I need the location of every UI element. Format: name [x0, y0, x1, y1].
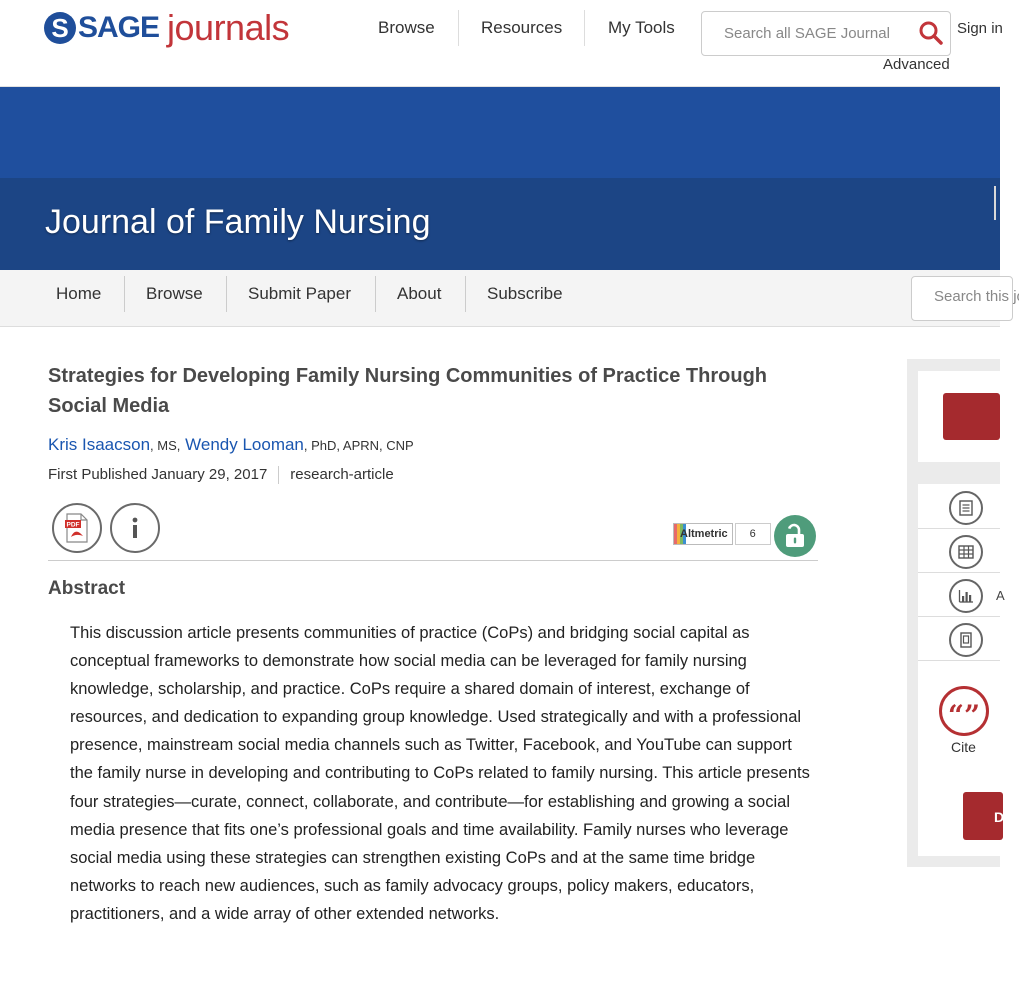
journal-nav-submit-paper[interactable]: Submit Paper	[248, 284, 351, 303]
sidebar-access-button[interactable]	[943, 393, 1000, 440]
top-nav-divider	[584, 10, 585, 46]
author-credentials: , PhD, APRN, CNP	[303, 438, 414, 453]
article-type: research-article	[290, 466, 394, 483]
sage-journals-logo[interactable]	[44, 8, 289, 48]
article-title: Strategies for Developing Family Nursing Communities of Practice Through Social Media	[48, 365, 768, 417]
section-divider	[48, 560, 818, 561]
site-search	[701, 11, 951, 56]
sign-in-link[interactable]: Sign in	[957, 20, 1003, 37]
info-icon	[125, 515, 145, 541]
pdf-badge-text: PDF	[66, 521, 80, 529]
banner-edge-element	[994, 186, 1002, 220]
full-text-icon[interactable]	[949, 491, 983, 525]
journal-search	[911, 276, 1013, 321]
unlocked-padlock-icon	[784, 523, 806, 549]
pub-info-divider	[278, 466, 279, 484]
journal-nav-about[interactable]: About	[397, 284, 442, 303]
bar-chart-icon[interactable]	[949, 579, 983, 613]
journal-nav-divider	[124, 276, 125, 312]
top-nav-my-tools[interactable]: My Tools	[608, 18, 675, 37]
table-icon[interactable]	[949, 535, 983, 569]
open-access-badge	[774, 515, 816, 557]
journal-nav-divider	[226, 276, 227, 312]
first-published-date: First Published January 29, 2017	[48, 466, 268, 483]
journal-nav-subscribe[interactable]: Subscribe	[487, 284, 563, 303]
sage-logo-mark: S	[44, 12, 76, 44]
pdf-icon	[64, 513, 90, 543]
cite-label: Cite	[951, 739, 976, 755]
sidebar-row-text-fragment: A	[996, 588, 1005, 603]
top-nav-divider	[458, 10, 459, 46]
journal-nav-browse[interactable]: Browse	[146, 284, 203, 303]
cite-button[interactable]	[939, 686, 989, 736]
journals-logo-text: journals	[167, 7, 290, 48]
top-nav-browse[interactable]: Browse	[378, 18, 435, 37]
abstract-text: This discussion article presents communities of practice (CoPs) and bridging social capital as conceptual frameworks to demonstrate how social media can be leveraged for family nursing knowledge, scholarship, and practice. CoPs require a shared domain of interest, exchange of resources, and dedication to expanding group knowledge. Used strategically and with a professional presence, mainstream social media channels such as Twitter, Facebook, and YouTube can support the family nurse in developing and contributing to CoPs related to family nursing. This article presents four strategies—curate, connect, collaborate, and contribute—for establishing and growing a social media presence that fits one’s professional goals and time availability. Family nurses who leverage social media using these strategies can strengthen existing CoPs and at the same time bridge networks to reach new audiences, such as family advocacy groups, policy makers, educators, practitioners, and a wide array of other extended networks.	[70, 624, 810, 923]
altmetric-badge[interactable]	[673, 523, 771, 545]
journal-nav-home[interactable]: Home	[56, 284, 102, 303]
journal-nav-divider	[375, 276, 376, 312]
journal-title[interactable]: Journal of Family Nursing	[45, 203, 431, 241]
bookmark-icon[interactable]	[949, 623, 983, 657]
sage-logo-text: SAGE	[78, 11, 160, 44]
altmetric-score: 6	[735, 523, 771, 545]
abstract-heading: Abstract	[48, 578, 126, 599]
top-nav-resources[interactable]: Resources	[481, 18, 563, 37]
publication-info	[48, 466, 394, 484]
author-link[interactable]: Kris Isaacson	[48, 435, 151, 454]
journal-search-input[interactable]	[920, 288, 1033, 305]
author-list	[48, 435, 414, 455]
article-info-button[interactable]	[110, 503, 160, 553]
journal-nav-divider	[465, 276, 466, 312]
altmetric-label: Altmetric	[673, 523, 733, 545]
journal-banner-top	[0, 87, 1000, 178]
quote-icon: “”	[947, 699, 981, 732]
advanced-search-link[interactable]: Advanced	[883, 56, 950, 73]
author-link[interactable]: Wendy Looman	[185, 435, 304, 454]
pdf-download-button[interactable]	[52, 503, 102, 553]
site-search-input[interactable]	[712, 22, 926, 44]
search-icon[interactable]	[918, 20, 944, 46]
sidebar-download-button-label: D	[994, 809, 1005, 825]
author-credentials: , MS,	[150, 438, 181, 453]
